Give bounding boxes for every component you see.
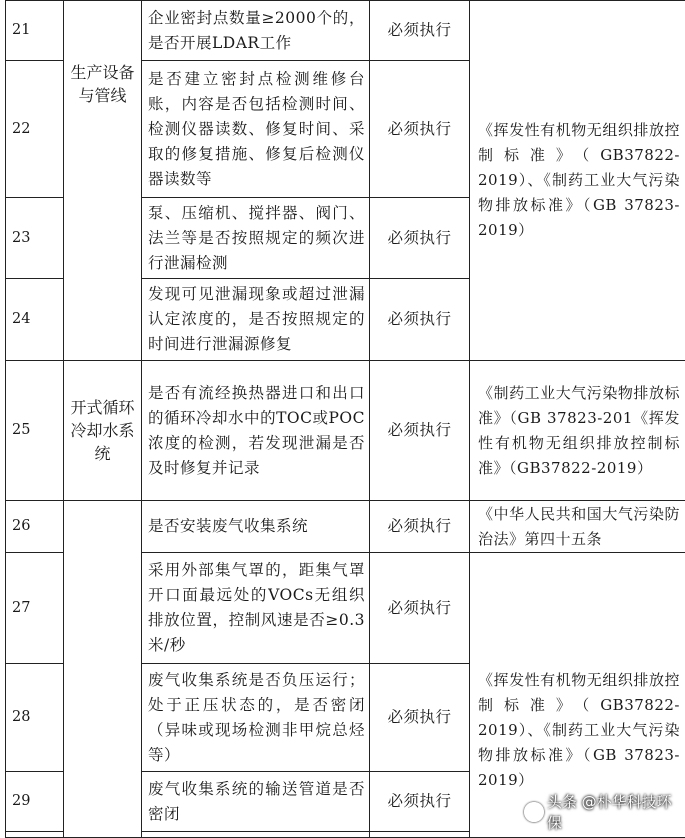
requirement: 必须执行 [370,501,470,553]
legal-basis-text: 《挥发性有机物无组织排放控制标准》（GB37822-2019）、《制药工业大气污染物排放标准》（GB 37823-2019） [478,668,680,793]
check-content: 发现可见泄漏现象或超过泄漏认定浓度的，是否按照规定的时间进行泄漏源修复 [142,279,370,361]
check-content: 是否有流经换热器进口和出口的循环冷却水中的TOC或POC浓度的检测，若发现泄漏是否及时修复并记录 [142,361,370,501]
category-cooling-water: 开式循环冷却水系统 [64,361,142,501]
row-number: 23 [6,198,64,279]
requirement: 必须执行 [370,279,470,361]
row-number: 25 [6,361,64,501]
check-content: 废气收集系统是否负压运行；处于正压状态的，是否密闭（异味或现场检测非甲烷总烃等） [142,664,370,772]
check-content: 企业密封点数量≥2000个的，是否开展LDAR工作 [142,1,370,61]
table-row [6,1,685,61]
row-number: 24 [6,279,64,361]
requirement: 必须执行 [370,198,470,279]
category-label: 生产设备与管线 [70,63,134,105]
legal-basis: 《挥发性有机物无组织排放控制标准》（GB37822-2019）、《制药工业大气污染物排放标准》（GB 37823-2019） [470,1,685,361]
check-content [142,832,370,838]
row-number: 22 [6,61,64,198]
requirement: 必须执行 [370,772,470,832]
table-row [6,501,685,553]
requirement: 必须执行 [370,1,470,61]
row-number: 28 [6,664,64,772]
check-content: 废气收集系统的输送管道是否密闭 [142,772,370,832]
check-content: 泵、压缩机、搅拌器、阀门、法兰等是否按照规定的频次进行泄漏检测 [142,198,370,279]
row-number [6,832,64,838]
legal-basis: 《中华人民共和国大气污染防治法》第四十五条 [470,501,685,553]
category-exhaust-collection [64,501,142,838]
check-content: 采用外部集气罩的，距集气罩开口面最远处的VOCs无组织排放位置，控制风速是否≥0.3米/秒 [142,553,370,664]
row-number: 26 [6,501,64,553]
legal-basis: 《制药工业大气污染物排放标准》（GB 37823-201《挥发性有机物无组织排放控制标准》（GB37822-2019） [470,361,685,501]
requirement: 必须执行 [370,664,470,772]
requirement: 必须执行 [370,61,470,198]
check-content: 是否安装废气收集系统 [142,501,370,553]
requirement [370,832,470,838]
requirement: 必须执行 [370,361,470,501]
watermark-text: 头条 @朴华科技环保 [547,791,685,833]
requirement: 必须执行 [370,553,470,664]
category-production-equipment [64,1,142,361]
row-number: 27 [6,553,64,664]
watermark [524,791,685,833]
row-number: 29 [6,772,64,832]
inspection-table [5,0,685,838]
toutiao-logo-icon [524,802,544,822]
table-row [6,361,685,501]
check-content: 是否建立密封点检测维修台账，内容是否包括检测时间、检测仪器读数、修复时间、采取的修复措施、修复后检测仪器读数等 [142,61,370,198]
row-number: 21 [6,1,64,61]
